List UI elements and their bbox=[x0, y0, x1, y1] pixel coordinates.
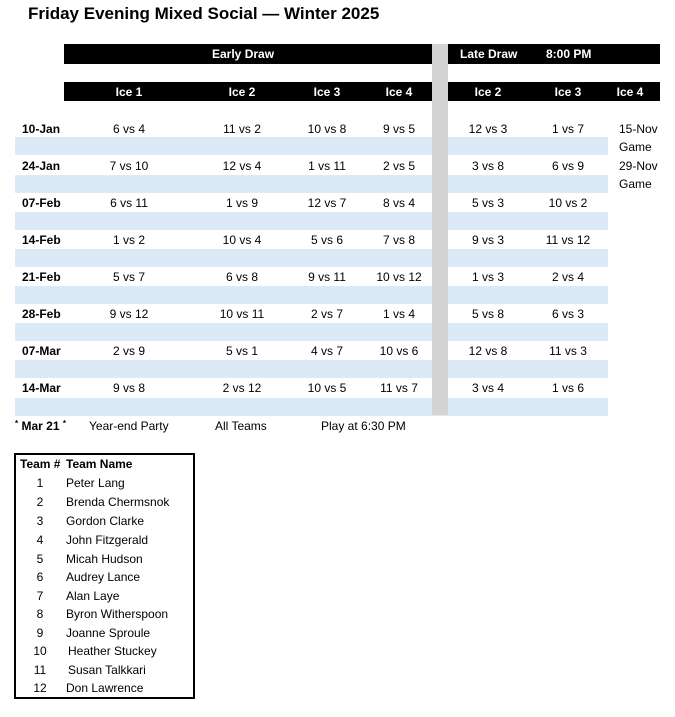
game-cell: 9 vs 3 bbox=[471, 233, 504, 247]
ice-header-early-3: Ice 3 bbox=[313, 85, 341, 99]
game-cell: 11 vs 7 bbox=[380, 381, 418, 395]
footer-date-text: Mar 21 bbox=[21, 419, 60, 433]
game-cell: 10 vs 6 bbox=[379, 344, 419, 358]
game-cell: 6 vs 4 bbox=[112, 122, 145, 136]
game-cell: 1 vs 9 bbox=[225, 196, 258, 210]
row-date: 07-Mar bbox=[22, 344, 61, 358]
game-cell: 3 vs 8 bbox=[471, 159, 504, 173]
team-name: John Fitzgerald bbox=[66, 533, 149, 547]
ice-header-late-2: Ice 2 bbox=[474, 85, 502, 99]
game-cell: 9 vs 12 bbox=[109, 307, 149, 321]
ice-header-early-1: Ice 1 bbox=[115, 85, 143, 99]
team-number: 2 bbox=[36, 495, 44, 509]
game-cell: 6 vs 9 bbox=[551, 159, 584, 173]
row-date: 14-Mar bbox=[22, 381, 61, 395]
game-cell: 2 vs 5 bbox=[382, 159, 415, 173]
game-cell: 9 vs 8 bbox=[112, 381, 145, 395]
row-stripe bbox=[15, 286, 608, 304]
side-note: 15-Nov bbox=[619, 122, 658, 136]
footer-event: Year-end Party bbox=[89, 419, 169, 433]
footer-date bbox=[15, 419, 66, 433]
late-draw-label: Late Draw bbox=[460, 47, 518, 61]
row-date: 28-Feb bbox=[22, 307, 61, 321]
side-note: Game bbox=[619, 140, 652, 154]
side-note: 29-Nov bbox=[619, 159, 658, 173]
game-cell: 12 vs 3 bbox=[468, 122, 508, 136]
ice-header-late-3: Ice 3 bbox=[554, 85, 582, 99]
game-cell: 11 vs 2 bbox=[223, 122, 261, 136]
team-number: 3 bbox=[36, 514, 44, 528]
footnote-mark: * bbox=[62, 419, 66, 428]
footnote-mark: * bbox=[15, 419, 19, 428]
game-cell: 10 vs 4 bbox=[222, 233, 262, 247]
game-cell: 2 vs 12 bbox=[222, 381, 262, 395]
game-cell: 2 vs 9 bbox=[112, 344, 145, 358]
team-number: 11 bbox=[33, 663, 47, 677]
game-cell: 12 vs 7 bbox=[307, 196, 347, 210]
game-cell: 10 vs 2 bbox=[548, 196, 588, 210]
game-cell: 2 vs 4 bbox=[551, 270, 584, 284]
game-cell: 1 vs 6 bbox=[551, 381, 584, 395]
page-title: Friday Evening Mixed Social — Winter 2025 bbox=[28, 4, 380, 23]
team-number: 12 bbox=[33, 681, 47, 695]
game-cell: 1 vs 4 bbox=[382, 307, 415, 321]
team-number: 7 bbox=[36, 589, 44, 603]
footer-time: Play at 6:30 PM bbox=[321, 419, 406, 433]
row-date: 24-Jan bbox=[22, 159, 61, 173]
game-cell: 8 vs 4 bbox=[382, 196, 415, 210]
game-cell: 5 vs 7 bbox=[112, 270, 145, 284]
team-number: 10 bbox=[33, 644, 47, 658]
row-stripe bbox=[15, 360, 608, 378]
early-draw-label: Early Draw bbox=[212, 47, 275, 61]
row-stripe bbox=[15, 323, 608, 341]
ice-header-early-4: Ice 4 bbox=[385, 85, 413, 99]
row-stripe bbox=[15, 175, 608, 193]
row-date: 21-Feb bbox=[22, 270, 61, 284]
ice-header-early-2: Ice 2 bbox=[228, 85, 256, 99]
game-cell: 9 vs 11 bbox=[308, 270, 346, 284]
team-name: Peter Lang bbox=[66, 476, 125, 490]
row-stripe bbox=[15, 249, 608, 267]
row-stripe bbox=[15, 137, 608, 155]
team-number: 4 bbox=[36, 533, 44, 547]
late-draw-time: 8:00 PM bbox=[546, 47, 592, 61]
game-cell: 10 vs 11 bbox=[219, 307, 265, 321]
team-number: 9 bbox=[36, 626, 44, 640]
game-cell: 2 vs 7 bbox=[310, 307, 343, 321]
team-name: Gordon Clarke bbox=[66, 514, 145, 528]
ice-header-late-4: Ice 4 bbox=[616, 85, 644, 99]
game-cell: 1 vs 11 bbox=[308, 159, 346, 173]
game-cell: 7 vs 10 bbox=[109, 159, 149, 173]
game-cell: 11 vs 3 bbox=[549, 344, 587, 358]
team-name-header: Team Name bbox=[66, 457, 133, 471]
team-name: Don Lawrence bbox=[66, 681, 144, 695]
team-name: Alan Laye bbox=[66, 589, 120, 603]
game-cell: 10 vs 5 bbox=[307, 381, 347, 395]
game-cell: 7 vs 8 bbox=[382, 233, 415, 247]
game-cell: 12 vs 8 bbox=[468, 344, 508, 358]
game-cell: 6 vs 8 bbox=[225, 270, 258, 284]
game-cell: 5 vs 3 bbox=[471, 196, 504, 210]
row-stripe bbox=[15, 212, 608, 230]
team-number: 5 bbox=[36, 552, 44, 566]
row-stripe bbox=[15, 398, 608, 416]
team-number-header: Team # bbox=[20, 457, 61, 471]
team-name: Joanne Sproule bbox=[66, 626, 151, 640]
game-cell: 5 vs 6 bbox=[310, 233, 343, 247]
game-cell: 9 vs 5 bbox=[382, 122, 415, 136]
team-name: Brenda Chermsnok bbox=[66, 495, 170, 509]
team-name: Susan Talkkari bbox=[68, 663, 146, 677]
game-cell: 10 vs 12 bbox=[376, 270, 422, 284]
row-date: 14-Feb bbox=[22, 233, 61, 247]
team-number: 1 bbox=[36, 476, 44, 490]
draw-header-bar bbox=[64, 44, 660, 64]
team-number: 6 bbox=[36, 570, 44, 584]
team-name: Heather Stuckey bbox=[68, 644, 157, 658]
team-number: 8 bbox=[36, 607, 44, 621]
game-cell: 5 vs 8 bbox=[471, 307, 504, 321]
game-cell: 11 vs 12 bbox=[545, 233, 591, 247]
side-note: Game bbox=[619, 177, 652, 191]
row-date: 07-Feb bbox=[22, 196, 61, 210]
game-cell: 1 vs 7 bbox=[551, 122, 584, 136]
game-cell: 6 vs 3 bbox=[551, 307, 584, 321]
game-cell: 4 vs 7 bbox=[310, 344, 343, 358]
game-cell: 1 vs 2 bbox=[112, 233, 145, 247]
game-cell: 6 vs 11 bbox=[110, 196, 148, 210]
row-date: 10-Jan bbox=[22, 122, 61, 136]
game-cell: 3 vs 4 bbox=[471, 381, 504, 395]
game-cell: 5 vs 1 bbox=[225, 344, 258, 358]
team-name: Micah Hudson bbox=[66, 552, 143, 566]
game-cell: 12 vs 4 bbox=[222, 159, 262, 173]
ice-header-bar bbox=[64, 82, 660, 101]
game-cell: 10 vs 8 bbox=[307, 122, 347, 136]
team-name: Byron Witherspoon bbox=[66, 607, 169, 621]
footer-teams: All Teams bbox=[215, 419, 267, 433]
team-name: Audrey Lance bbox=[66, 570, 141, 584]
game-cell: 1 vs 3 bbox=[471, 270, 504, 284]
draw-separator bbox=[432, 44, 448, 415]
